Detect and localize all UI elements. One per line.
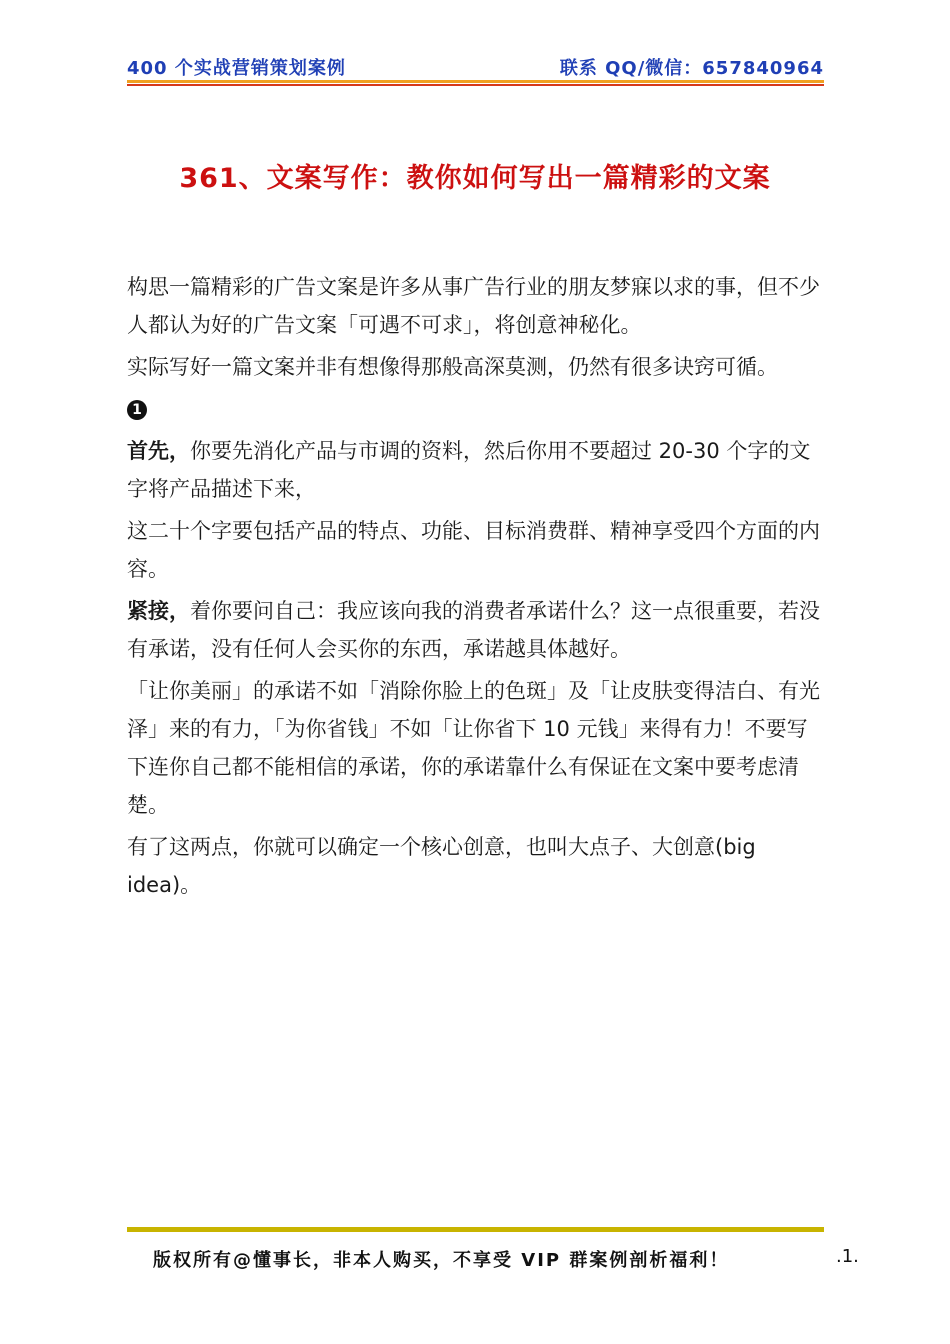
first-step-lead: 首先， (127, 439, 190, 463)
paragraph-first-step (127, 432, 827, 508)
paragraph-intro: 构思一篇精彩的广告文案是许多从事广告行业的朋友梦寐以求的事，但不少人都认为好的广告文案「可遇不可求」，将创意神秘化。 (127, 275, 820, 337)
second-step-text: 着你要问自己：我应该向我的消费者承诺什么？这一点很重要，若没有承诺，没有任何人会买你的东西，承诺越具体越好。 (127, 599, 820, 661)
paragraph-first-step-detail: 这二十个字要包括产品的特点、功能、目标消费群、精神享受四个方面的内容。 (127, 519, 820, 581)
number-one-marker-icon: 1 (127, 400, 147, 420)
section-marker (127, 390, 827, 428)
page-number: .1. (836, 1246, 859, 1267)
paragraph-second-step (127, 592, 827, 668)
header-rule-red (127, 84, 824, 86)
document-title: 361、文案写作：教你如何写出一篇精彩的文案 (179, 163, 771, 194)
page-header (127, 54, 824, 80)
document-body (127, 268, 827, 908)
second-step-lead: 紧接， (127, 599, 190, 623)
footer-rule (127, 1227, 824, 1232)
paragraph-intro-2: 实际写好一篇文案并非有想像得那般高深莫测，仍然有很多诀窍可循。 (127, 355, 778, 379)
first-step-text: 你要先消化产品与市调的资料，然后你用不要超过 20-30 个字的文字将产品描述下来， (127, 439, 811, 501)
paragraph-big-idea: 有了这两点，你就可以确定一个核心创意，也叫大点子、大创意(big idea)。 (127, 835, 756, 897)
paragraph-promise-examples: 「让你美丽」的承诺不如「消除你脸上的色斑」及「让皮肤变得洁白、有光泽」来的有力，「为你省钱」不如「让你省下 10 元钱」来得有力！不要写下连你自己都不能相信的承诺，你的承诺靠什么有保证在文案中要考虑清楚。 (127, 679, 820, 817)
header-contact: 联系 QQ/微信：657840964 (559, 58, 824, 79)
header-collection-title: 400 个实战营销策划案例 (127, 58, 346, 79)
footer-copyright: 版权所有@懂事长，非本人购买，不享受 VIP 群案例剖析福利！ (153, 1250, 730, 1271)
header-rule-orange (127, 80, 824, 83)
